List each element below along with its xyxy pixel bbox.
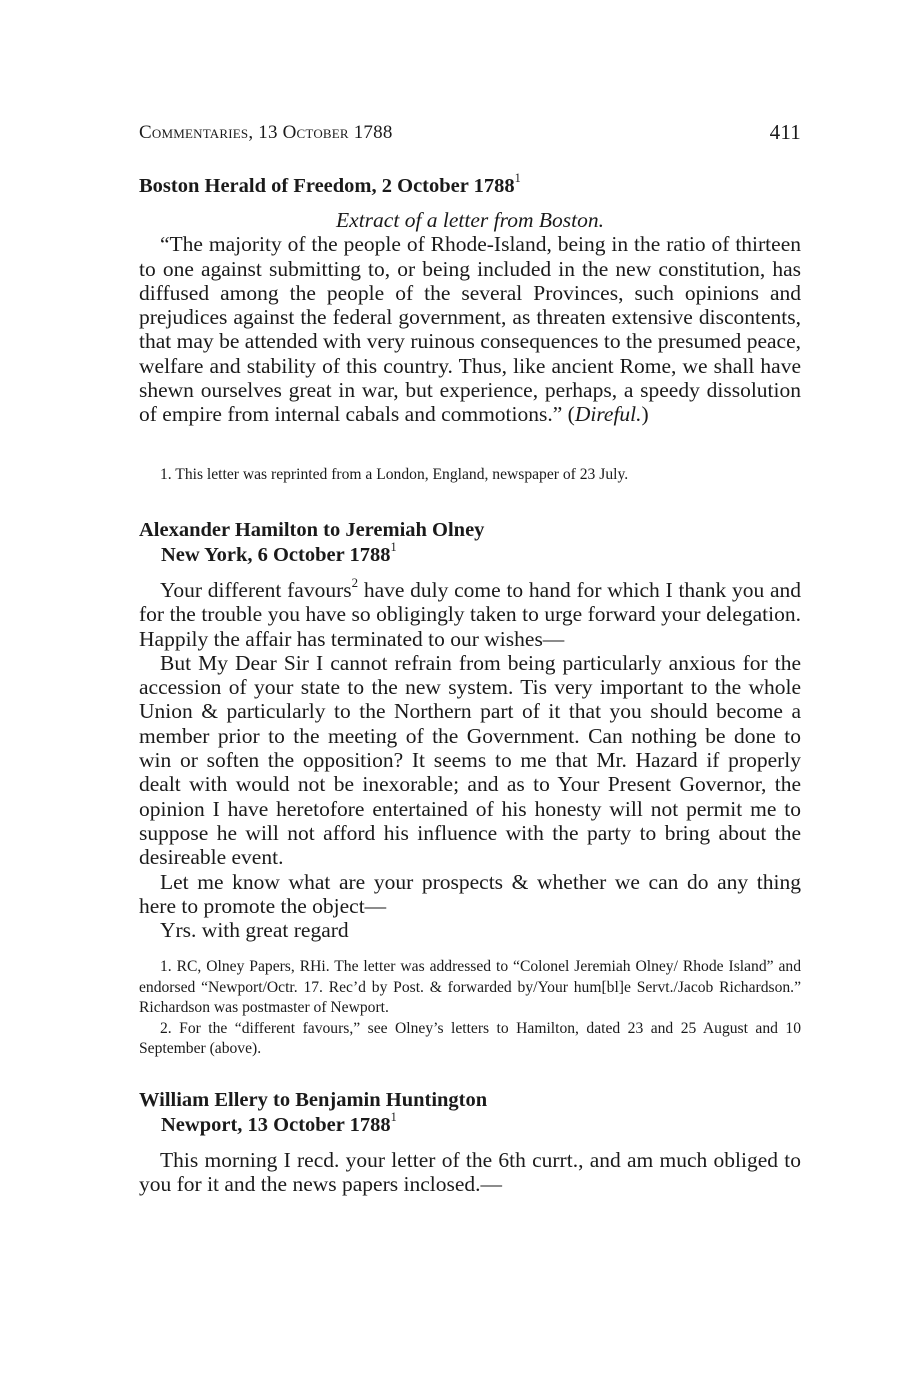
paragraph: But My Dear Sir I cannot refrain from being particularly anxious for the accession of your state to the new system. Tis very important to the whole Union & particularly to the Northern part of it that you should become a member prior to the meeting of the Government. Can nothing be done to win or soften the opposition? It seems to me that Mr. Hazard if properly dealt with would not be inexorable; and as to Your Present Governor, the opinion I have heretofore entertained of his honesty will not permit me to suppose he will not afford his influence with the party to bring about the desireable event. [139,650,801,870]
heading-line: Alexander Hamilton to Jeremiah Olney [139,519,485,541]
dateline-text: Newport, 13 October 1788 [161,1114,391,1136]
signature: Direful. [574,402,642,427]
running-head-title: Commentaries, 13 October 1788 [139,122,393,143]
footnotes-hamilton [139,957,801,1060]
paragraph: Let me know what are your prospects & whether we can do any thing here to promote the object— [139,869,801,918]
section-heading-ellery [139,1088,801,1138]
footnote: 2. For the “different favours,” see Olney’s letters to Hamilton, dated 23 and 25 August and 10 September (above). [139,1019,801,1057]
heading-text: Boston Herald of Freedom, 2 October 1788 [139,175,515,197]
letter-body-ellery [139,1148,801,1197]
dateline-text: New York, 6 October 1788 [161,544,391,566]
heading-dateline [139,540,801,568]
letter-intro: Extract of a letter from Boston. [336,208,604,232]
footnote-ref: 1 [390,1110,397,1125]
heading-line: William Ellery to Benjamin Huntington [139,1089,488,1111]
paragraph-text: “The majority of the people of Rhode-Island, being in the ratio of thirteen to one against submitting to, or being included in the new constitution, has diffused among the people of the several Provinces, such opinions and prejudices against the federal government, as threaten extensive discontents, that may be attended with very ruinous consequences to the presumed peace, welfare and stability of this country. Thus, like ancient Rome, we shall have shewn ourselves great in war, but experience, perhaps, a speedy dissolution of empire from internal cabals and commotions.” [139,232,801,427]
paragraph: “The majority of the people of Rhode-Island, being in the ratio of thirteen to one against submitting to, or being included in the new constitution, has diffused among the people of the several Provinces, such opinions and prejudices against the federal government, as threaten extensive discontents, that may be attended with very ruinous consequences to the presumed peace, welfare and stability of this country. Thus, like ancient Rome, we shall have shewn ourselves great in war, but experience, perhaps, a speedy dissolution of empire from internal cabals and commotions.” (Direful.) [139,232,801,427]
footnote-ref: 2 [351,575,359,590]
paragraph-text: have duly come to hand for which I thank you and for the trouble you have so obligingly taken to urge forward your delegation. Happily the affair has terminated to our wishes— [139,578,802,651]
running-head [139,122,801,144]
paragraph [139,575,802,651]
section-heading-hamilton [139,518,801,568]
page-number: 411 [769,120,801,144]
footnotes-boston-herald [139,465,801,486]
section-heading-boston-herald [139,171,801,199]
paragraph: This morning I recd. your letter of the 6th currt., and am much obliged to you for it and the news papers inclosed.— [139,1148,801,1197]
letter-body-boston-herald [139,208,801,427]
heading-dateline [139,1110,801,1138]
closing: Yrs. with great regard [160,918,349,943]
footnote-ref: 1 [514,171,521,186]
paragraph-text: Your different favours [160,578,352,602]
footnote: 1. This letter was reprinted from a London, England, newspaper of 23 July. [160,466,629,483]
footnote-ref: 1 [390,540,397,555]
letter-body-hamilton [139,575,802,943]
footnote: 1. RC, Olney Papers, RHi. The letter was addressed to “Colonel Jeremiah Olney/ Rhode Island” and endorsed “Newport/Octr. 17. Rec’d by Post. & forwarded by/Your hum[bl]e Servt./Jacob Richardson.” Richardson was postmaster of Newport. [139,958,801,1016]
